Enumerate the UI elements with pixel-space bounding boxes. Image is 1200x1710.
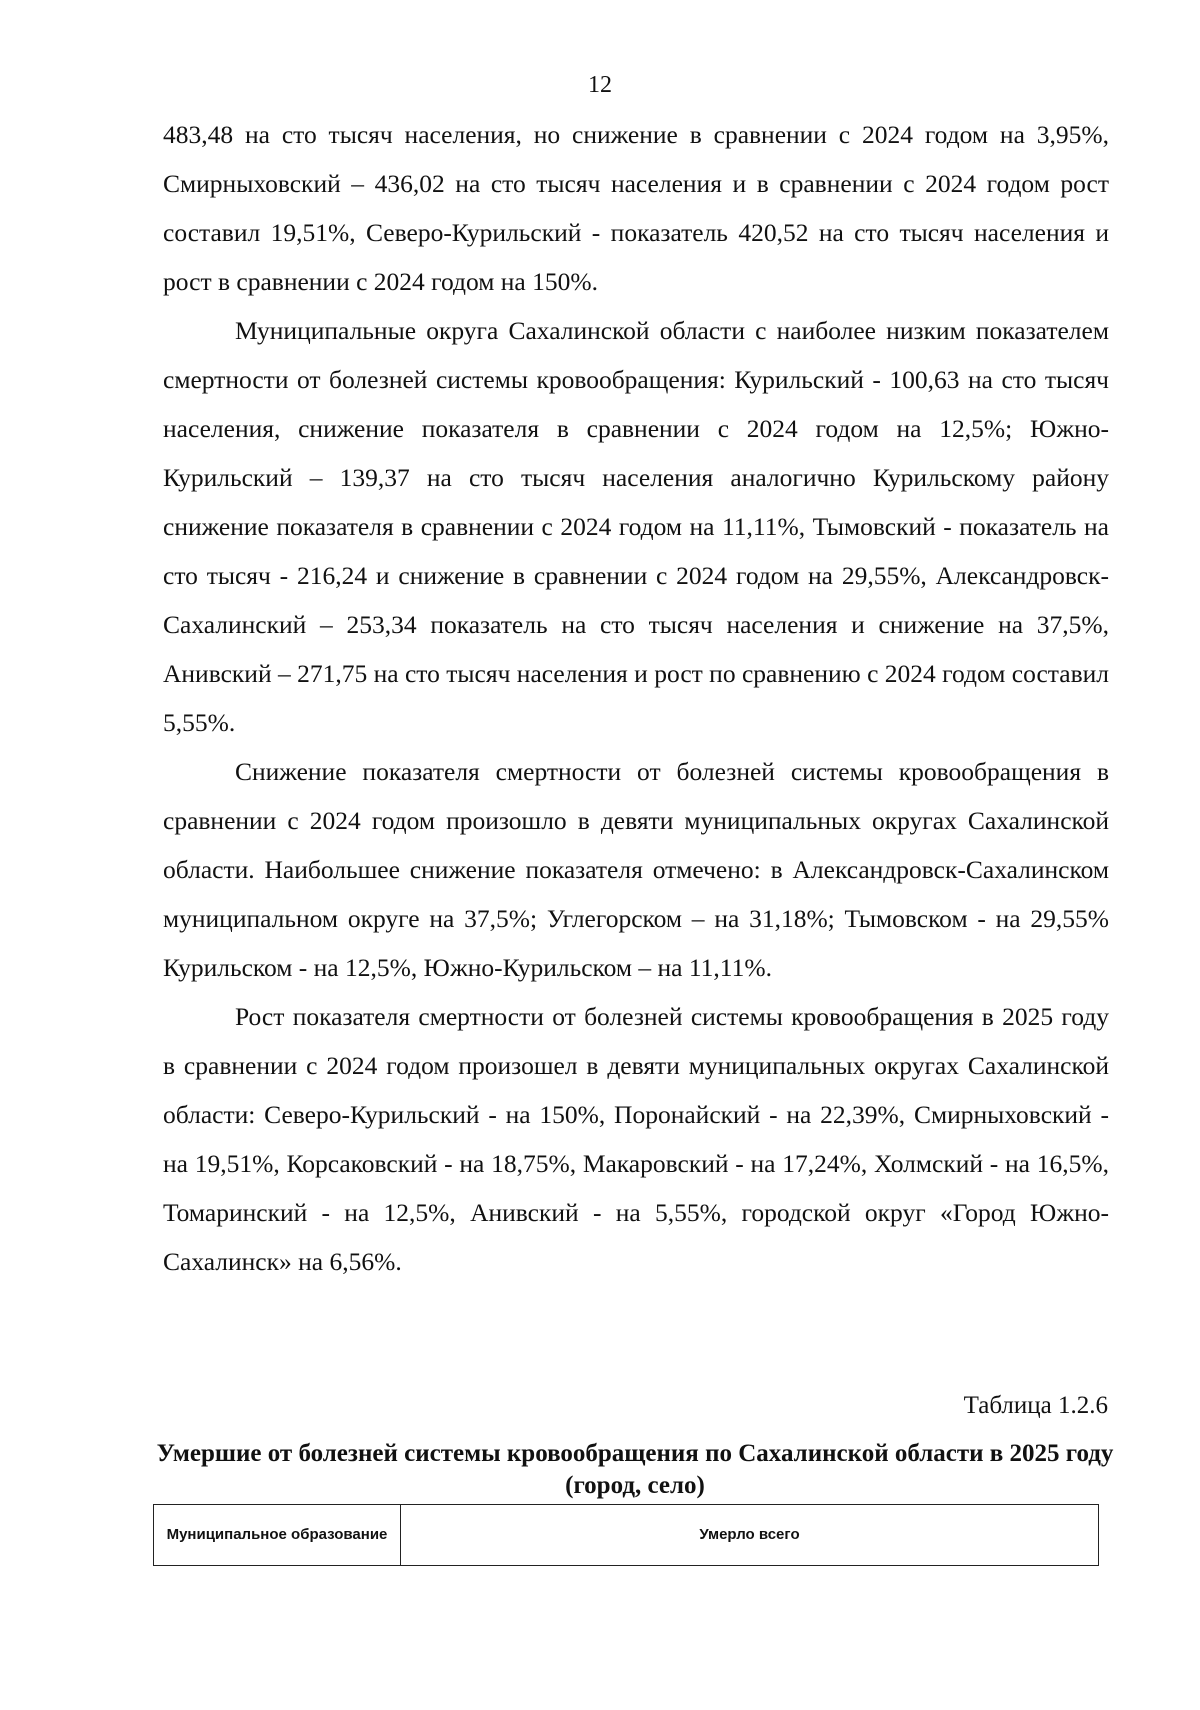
page-number: 12	[588, 72, 612, 98]
table-title: Умершие от болезней системы кровообращения по Сахалинской области в 2025 году (город, село)	[156, 1440, 1114, 1499]
table-header-row	[154, 1505, 1099, 1566]
paragraph-1: 483,48 на сто тысяч населения, но снижение в сравнении с 2024 годом на 3,95%, Смирныховский – 436,02 на сто тысяч населения и в сравнении с 2024 годом рост составил 19,51%, Северо-Курильский - показатель 420,52 на сто тысяч населения и рост в сравнении с 2024 годом на 150%.	[163, 120, 1109, 296]
header-total-deaths: Умерло всего	[401, 1505, 1099, 1566]
paragraph-2: Муниципальные округа Сахалинской области с наиболее низким показателем смертности от болезней системы кровообращения: Курильский - 100,63 на сто тысяч населения, снижение показателя в сравнении с 2024 годом на 12,5%; Южно-Курильский – 139,37 на сто тысяч населения аналогично Курильскому району снижение показателя в сравнении с 2024 годом на 11,11%, Тымовский - показатель на сто тысяч - 216,24 и снижение в сравнении с 2024 годом на 29,55%, Александровск-Сахалинский – 253,34 показатель на сто тысяч населения и снижение на 37,5%, Анивский – 271,75 на сто тысяч населения и рост по сравнению с 2024 годом составил 5,55%.	[163, 316, 1109, 737]
body-text	[163, 110, 1109, 1286]
paragraph-3: Снижение показателя смертности от болезней системы кровообращения в сравнении с 2024 годом произошло в девяти муниципальных округах Сахалинской области. Наибольшее снижение показателя отмечено: в Александровск-Сахалинском муниципальном округе на 37,5%; Углегорском – на 31,18%; Тымовском - на 29,55% Курильском - на 12,5%, Южно-Курильском – на 11,11%.	[163, 757, 1109, 982]
mortality-table	[153, 1504, 1099, 1566]
paragraph-4: Рост показателя смертности от болезней системы кровообращения в 2025 году в сравнении с 2024 годом произошел в девяти муниципальных округах Сахалинской области: Северо-Курильский - на 150%, Поронайский - на 22,39%, Смирныховский - на 19,51%, Корсаковский - на 18,75%, Макаровский - на 17,24%, Холмский - на 16,5%, Томаринский - на 12,5%, Анивский - на 5,55%, городской округ «Город Южно-Сахалинск» на 6,56%.	[163, 1002, 1109, 1276]
header-municipality: Муниципальное образование	[154, 1505, 401, 1566]
table-caption: Таблица 1.2.6	[963, 1392, 1108, 1419]
